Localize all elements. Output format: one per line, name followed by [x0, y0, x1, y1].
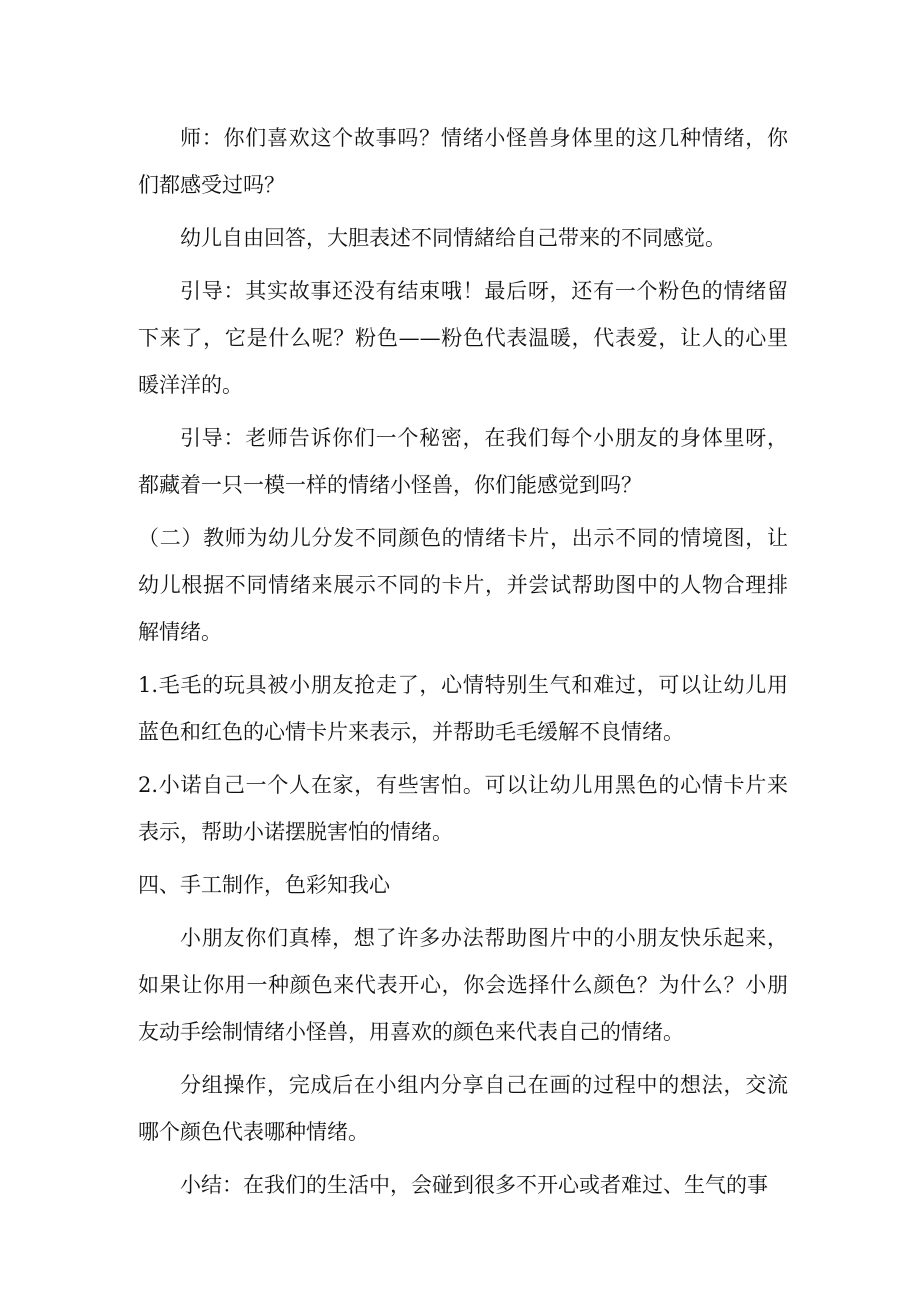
body-text: [138, 115, 788, 1215]
paragraph-section-two: （二）教师为幼儿分发不同颜色的情绪卡片，出示不同的情境图，让幼儿根据不同情绪来展示不同的卡片，并尝试帮助图中的人物合理排解情绪。: [138, 526, 788, 644]
paragraph-children-answer: 幼儿自由回答，大胆表述不同情緒给自己带来的不同感觉。: [180, 226, 726, 250]
paragraph-craft-intro: 小朋友你们真棒，想了许多办法帮助图片中的小朋友快乐起来，如果让你用一种颜色来代表开心，你会选择什么颜色？为什么？小朋友动手绘制情绪小怪兽，用喜欢的颜色来代表自己的情绪。: [138, 926, 788, 1044]
paragraph-guide-secret: 引导：老师告诉你们一个秘密，在我们每个小朋友的身体里呀，都藏着一只一模一样的情绪小怪兽，你们能感觉到吗？: [138, 426, 788, 497]
paragraph-guide-pink: 引导：其实故事还没有结束哦！最后呀，还有一个粉色的情绪留下来了，它是什么呢？粉色——粉色代表温暖，代表爱，让人的心里暖洋洋的。: [138, 279, 788, 397]
paragraph-teacher-question: 师：你们喜欢这个故事吗？情绪小怪兽身体里的这几种情绪，你们都感受过吗？: [138, 126, 788, 197]
section-heading-four: 四、手工制作，色彩知我心: [138, 873, 390, 897]
paragraph-item-two: 2.小诺自己一个人在家，有些害怕。可以让幼儿用黑色的心情卡片来表示，帮助小诺摆脱害怕的情绪。: [138, 773, 788, 844]
paragraph-summary: 小结：在我们的生活中，会碰到很多不开心或者难过、生气的事: [180, 1173, 768, 1197]
paragraph-group-work: 分组操作，完成后在小组内分享自己在画的过程中的想法，交流哪个颜色代表哪种情绪。: [138, 1073, 788, 1144]
paragraph-item-one: 1.毛毛的玩具被小朋友抢走了，心情特别生气和难过，可以让幼儿用蓝色和红色的心情卡片来表示，并帮助毛毛缓解不良情绪。: [138, 673, 788, 744]
